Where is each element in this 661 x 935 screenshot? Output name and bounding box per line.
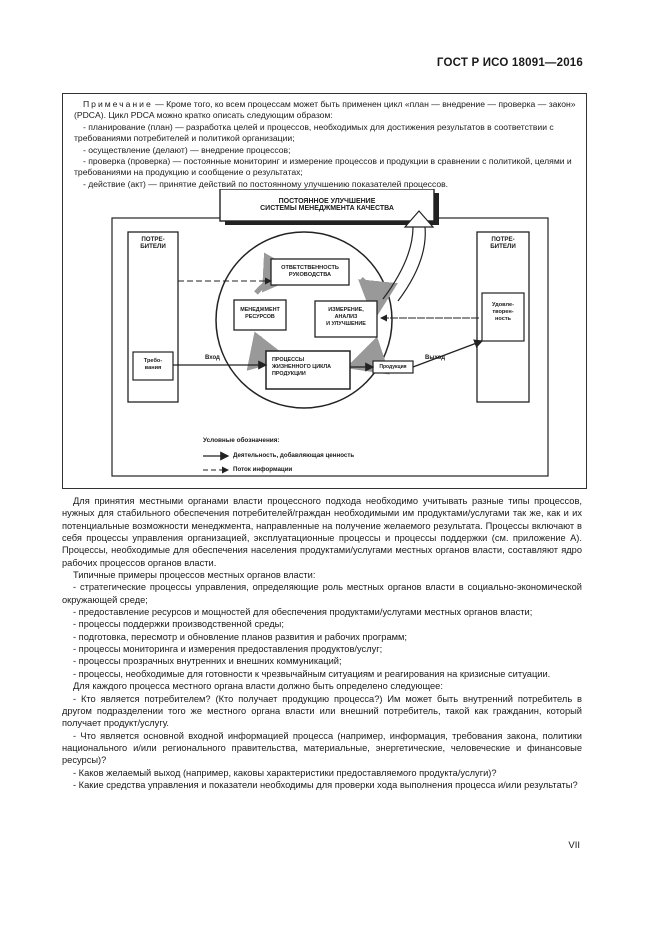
satisfaction-label: Удовле- творен- ность — [492, 302, 514, 323]
list-item: - подготовка, пересмотр и обновление планов развития и рабочих программ; — [73, 631, 407, 642]
legend-value-label: Деятельность, добавляющая ценность — [233, 452, 355, 459]
paragraph: Для принятия местными органами власти процессного подхода необходимо учитывать разные типы процессов, нужных для стабильного обеспечения потребителей/граждан необходимыми им продуктами/услугами так же, как и их потенциальные возможности менеджмента, направленные на получение желаемого результата. Процессы включают в себя процессы управления организацией, эксплуатационные процессы и процессы поддержки (см. приложение А). Процессы, необходимые для обеспечения населения продуктами/услугами местных органов власти, составляют ядро рабочих процессов органов власти. — [62, 496, 582, 568]
list-item: - стратегические процессы управления, определяющие роль местных органов власти в социально-экономической окружающей среде; — [62, 582, 582, 605]
left-consumers-label: ПОТРЕ- БИТЕЛИ — [140, 236, 166, 251]
right-consumers-label: ПОТРЕ- БИТЕЛИ — [490, 236, 516, 251]
diagram-title-line2: СИСТЕМЫ МЕНЕДЖМЕНТА КАЧЕСТВА — [260, 205, 394, 213]
product-label: Продукция — [379, 364, 407, 370]
note-item: - действие (акт) — принятие действий по постоянному улучшению показателей процессов. — [83, 178, 449, 189]
note-box — [62, 93, 587, 489]
note-item: - планирование (план) — разработка целей и процессов, необходимых для достижения результатов в соответствии с требованиями потребителей и политикой организации; — [74, 121, 554, 144]
resource-mgmt-label: МЕНЕДЖМЕНТ РЕСУРСОВ — [240, 307, 280, 321]
requirements-label: Требо- вания — [143, 358, 163, 372]
diagram-title-line1: ПОСТОЯННОЕ УЛУЧШЕНИЕ — [278, 198, 376, 205]
list-item: - предоставление ресурсов и мощностей для обеспечения продуктами/услугами местных органов власти; — [73, 607, 533, 618]
legend-title: Условные обозначения: — [203, 437, 280, 444]
page-number: VII — [568, 840, 580, 851]
list-item: - Какие средства управления и показатели необходимы для проверки хода выполнения процесса и/или результаты? — [73, 779, 578, 790]
note-label: Примечание — [83, 99, 153, 109]
cycle-arrow — [355, 344, 375, 365]
process-model-diagram — [83, 189, 570, 479]
note-item: - проверка (проверка) — постоянные мониторинг и измерение процессов и продукции в сравнении с политикой, целями и требованиями на продукцию и сообщение о результатах; — [74, 156, 572, 178]
note-text — [74, 99, 577, 190]
body-text — [62, 495, 582, 791]
list-item: - процессы мониторинга и измерения предоставления продуктов/услуг; — [73, 644, 383, 655]
input-label: Вход — [205, 355, 220, 361]
paragraph: Типичные примеры процессов местных органов власти: — [73, 570, 316, 581]
list-item: - Кто является потребителем? (Кто получает продукцию процесса?) Им может быть внутренний потребитель в другом подразделении того же местного органа власти или внешний потребитель, такой как гражданин, который получает продукт/услугу. — [62, 693, 582, 729]
list-item: - процессы прозрачных внутренних и внешних коммуникаций; — [73, 656, 342, 667]
diagram-graphics — [83, 189, 570, 479]
list-item: - Каков желаемый выход (например, каковы характеристики предоставляемого продукта/услуги)? — [73, 767, 497, 778]
product-realization-label: ПРОЦЕССЫ ЖИЗНЕННОГО ЦИКЛА ПРОДУКЦИИ — [272, 357, 332, 378]
document-header: ГОСТ Р ИСО 18091—2016 — [436, 57, 583, 69]
measurement-label: ИЗМЕРЕНИЕ, АНАЛИЗ И УЛУЧШЕНИЕ — [326, 307, 366, 328]
improvement-arrow — [383, 227, 413, 299]
paragraph: Для каждого процесса местного органа власти должно быть определено следующее: — [73, 681, 443, 692]
mgmt-responsibility-label: ОТВЕТСТВЕННОСТЬ РУКОВОДСТВА — [281, 265, 339, 279]
legend-info-label: Поток информации — [233, 466, 293, 473]
list-item: - Что является основной входной информацией процесса (например, информация, требования закона, политики национального и/или регионального правительства, материальные, энергетические, человеческие и финансовые ресурсы)? — [62, 730, 582, 766]
note-item: - осуществление (делают) — внедрение процессов; — [83, 144, 291, 155]
list-item: - процессы, необходимые для готовности к чрезвычайным ситуациям и реагирования на кризисные ситуации. — [73, 668, 551, 679]
diagram-title — [220, 198, 434, 212]
value-flow-output — [413, 341, 482, 367]
output-label: Выход — [425, 355, 446, 361]
list-item: - процессы поддержки производственной среды; — [73, 619, 284, 630]
note-intro: — Кроме того, ко всем процессам может быть применен цикл «план — внедрение — проверка — закон» (PDCA). Цикл PDCA можно кратко описать следующим образом: — [74, 99, 576, 121]
